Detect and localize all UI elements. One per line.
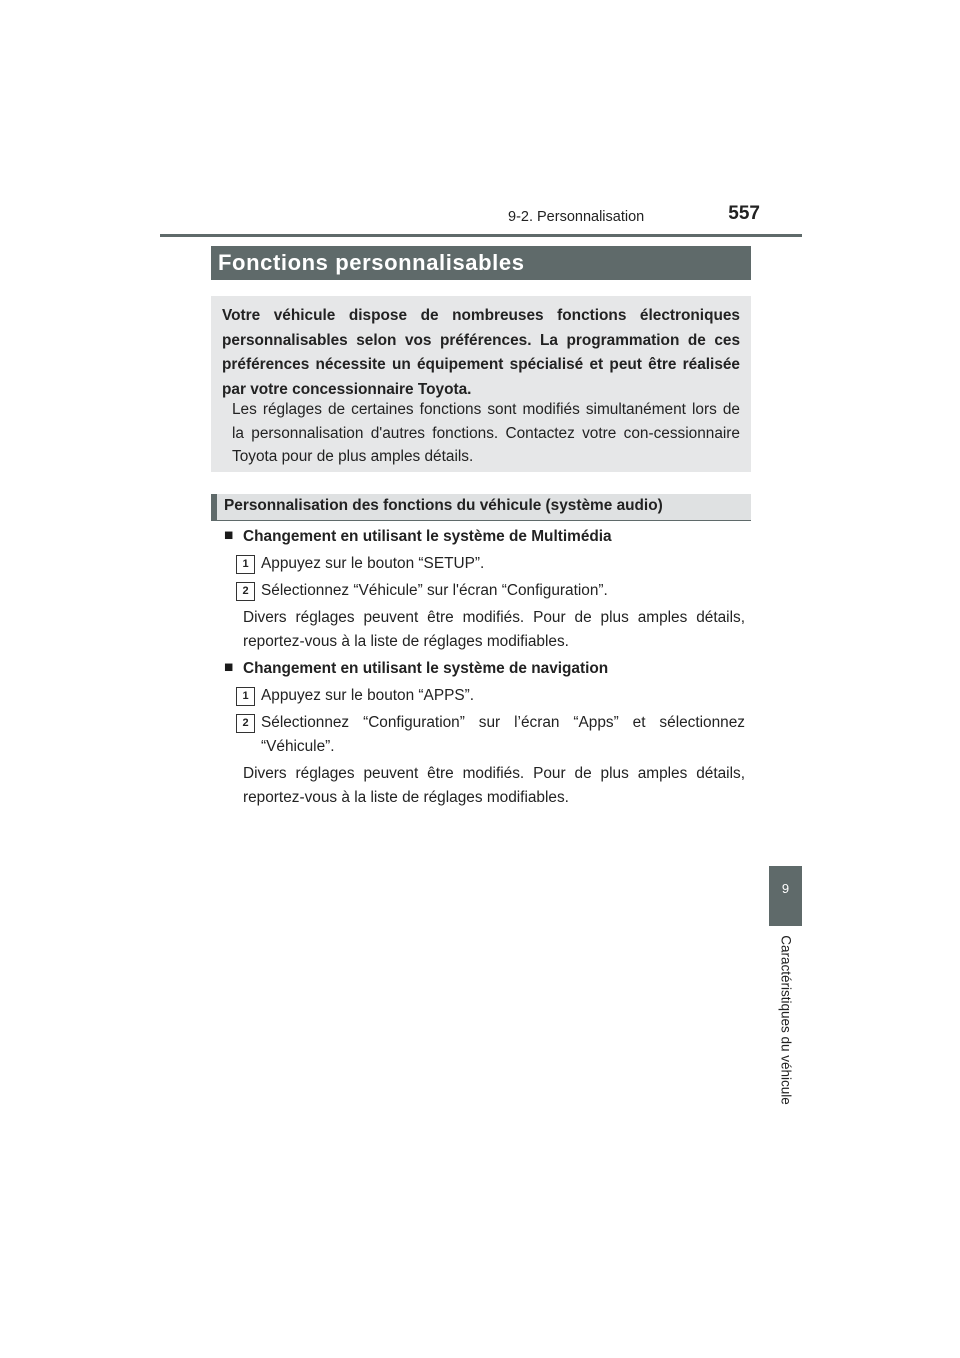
chapter-title: Caractéristiques du véhicule [778, 935, 794, 1105]
page-title-bar [211, 246, 751, 280]
step-text: Sélectionnez “Configuration” sur l’écran “Apps” et sélectionnez “Véhicule”. [261, 714, 745, 755]
page-title: Fonctions personnalisables [218, 250, 525, 275]
step-text: Appuyez sur le bouton “APPS”. [261, 687, 475, 704]
subsection-accent-bar [211, 494, 217, 520]
intro-bold-text: Votre véhicule dispose de nombreuses fonctions électroniques personnalisables selon vos préférences. La programmation de ces préférences nécessite un équipement spécialisé et peut être réalisée par votre concessionnaire Toyota. [222, 307, 740, 399]
step-text: Sélectionnez “Véhicule” sur l'écran “Configuration”. [261, 582, 608, 599]
chapter-tab: 9 [769, 866, 802, 926]
intro-box [211, 296, 751, 472]
method-note: Divers réglages peuvent être modifiés. Pour de plus amples détails, reportez-vous à la liste de réglages modifiables. [243, 609, 745, 650]
intro-plain-text: Les réglages de certaines fonctions sont modifiés simultanément lors de la personnalisation d'autres fonctions. Contactez votre con-cessionnaire Toyota pour de plus amples détails. [232, 401, 740, 466]
page-header [160, 200, 802, 237]
step-number-box: 1 [236, 687, 255, 706]
step-text: Appuyez sur le bouton “SETUP”. [261, 555, 485, 572]
method-note: Divers réglages peuvent être modifiés. Pour de plus amples détails, reportez-vous à la liste de réglages modifiables. [243, 765, 745, 806]
method-heading: Changement en utilisant le système de Multimédia [243, 528, 612, 545]
step-number-box: 1 [236, 555, 255, 574]
bullet-square: ■ [224, 527, 234, 544]
subsection-title: Personnalisation des fonctions du véhicule (système audio) [224, 497, 663, 514]
page-number: 557 [728, 203, 760, 224]
step-number-box: 2 [236, 582, 255, 601]
bullet-square: ■ [224, 659, 234, 676]
method-heading: Changement en utilisant le système de navigation [243, 660, 609, 677]
step-number-box: 2 [236, 714, 255, 733]
section-label: 9-2. Personnalisation [508, 209, 645, 225]
subsection-header [211, 494, 751, 521]
